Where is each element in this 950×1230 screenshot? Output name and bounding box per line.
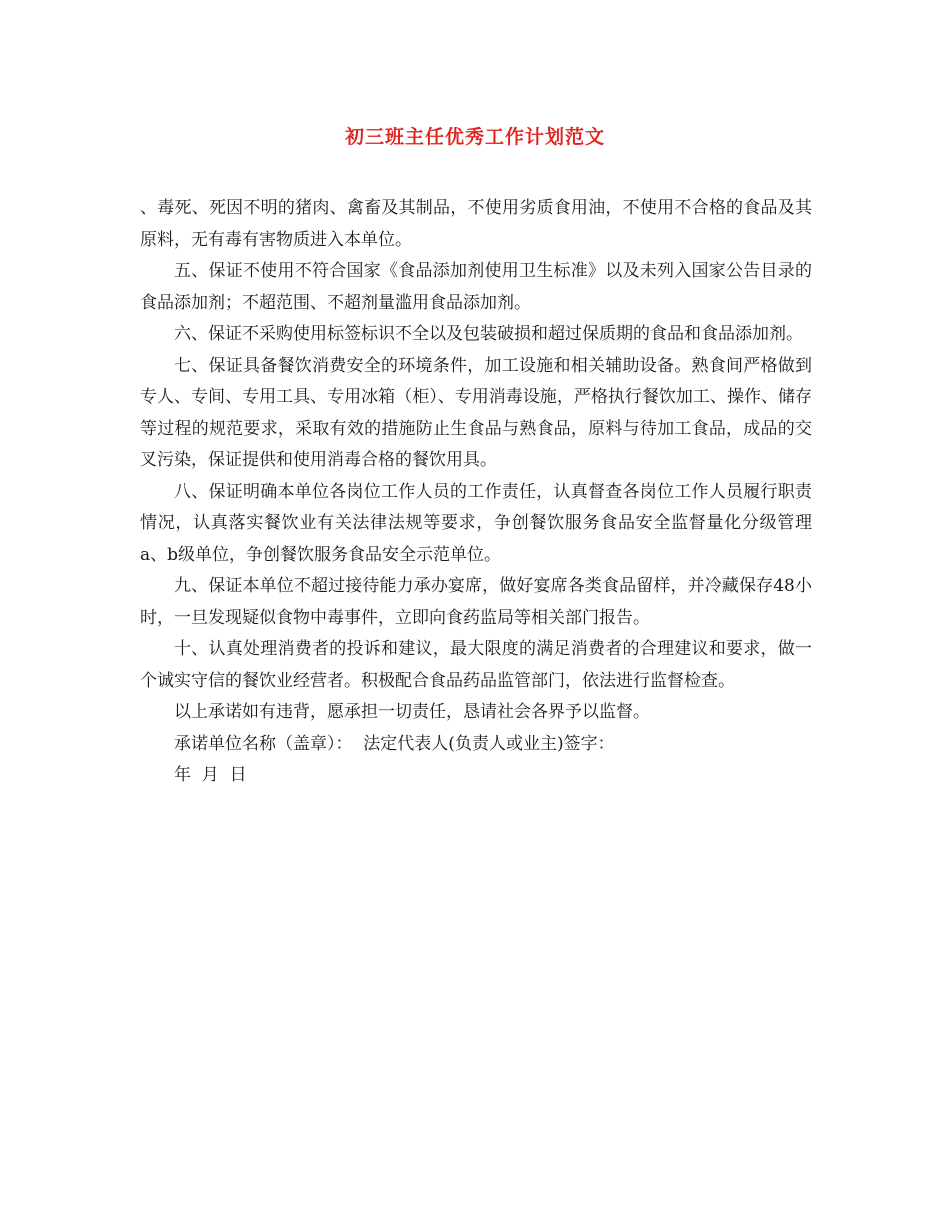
date-line: 年 月 日	[174, 765, 247, 785]
paragraph-continuation: 、毒死、死因不明的猪肉、禽畜及其制品，不使用劣质食用油，不使用不合格的食品及其原料，无有毒有害物质进入本单位。	[140, 198, 812, 250]
paragraph-commitment: 以上承诺如有违背，愿承担一切责任，恳请社会各界予以监督。	[174, 702, 650, 722]
document-body	[140, 193, 812, 792]
paragraph-item-9: 九、保证本单位不超过接待能力承办宴席，做好宴席各类食品留样，并冷藏保存48小时，一旦发现疑似食物中毒事件，立即向食药监局等相关部门报告。	[140, 576, 812, 628]
paragraph-item-6: 六、保证不采购使用标签标识不全以及包装破损和超过保质期的食品和食品添加剂。	[174, 324, 803, 344]
paragraph-item-5: 五、保证不使用不符合国家《食品添加剂使用卫生标准》以及未列入国家公告目录的食品添加剂；不超范围、不超剂量滥用食品添加剂。	[140, 261, 812, 313]
document-title: 初三班主任优秀工作计划范文	[344, 126, 605, 148]
signature-line: 承诺单位名称（盖章）： 法定代表人(负责人或业主)签字：	[174, 733, 615, 754]
paragraph-item-8: 八、保证明确本单位各岗位工作人员的工作责任，认真督查各岗位工作人员履行职责情况，认真落实餐饮业有关法律法规等要求，争创餐饮服务食品安全监督量化分级管理a、b级单位，争创餐饮服务食品安全示范单位。	[140, 481, 812, 565]
paragraph-item-10: 十、认真处理消费者的投诉和建议，最大限度的满足消费者的合理建议和要求，做一个诚实守信的餐饮业经营者。积极配合食品药品监管部门，依法进行监督检查。	[140, 639, 812, 691]
paragraph-item-7: 七、保证具备餐饮消费安全的环境条件，加工设施和相关辅助设备。熟食间严格做到专人、专间、专用工具、专用冰箱（柜）、专用消毒设施，严格执行餐饮加工、操作、储存等过程的规范要求，采取有效的措施防止生食品与熟食品，原料与待加工食品，成品的交叉污染，保证提供和使用消毒合格的餐饮用具。	[140, 355, 812, 470]
